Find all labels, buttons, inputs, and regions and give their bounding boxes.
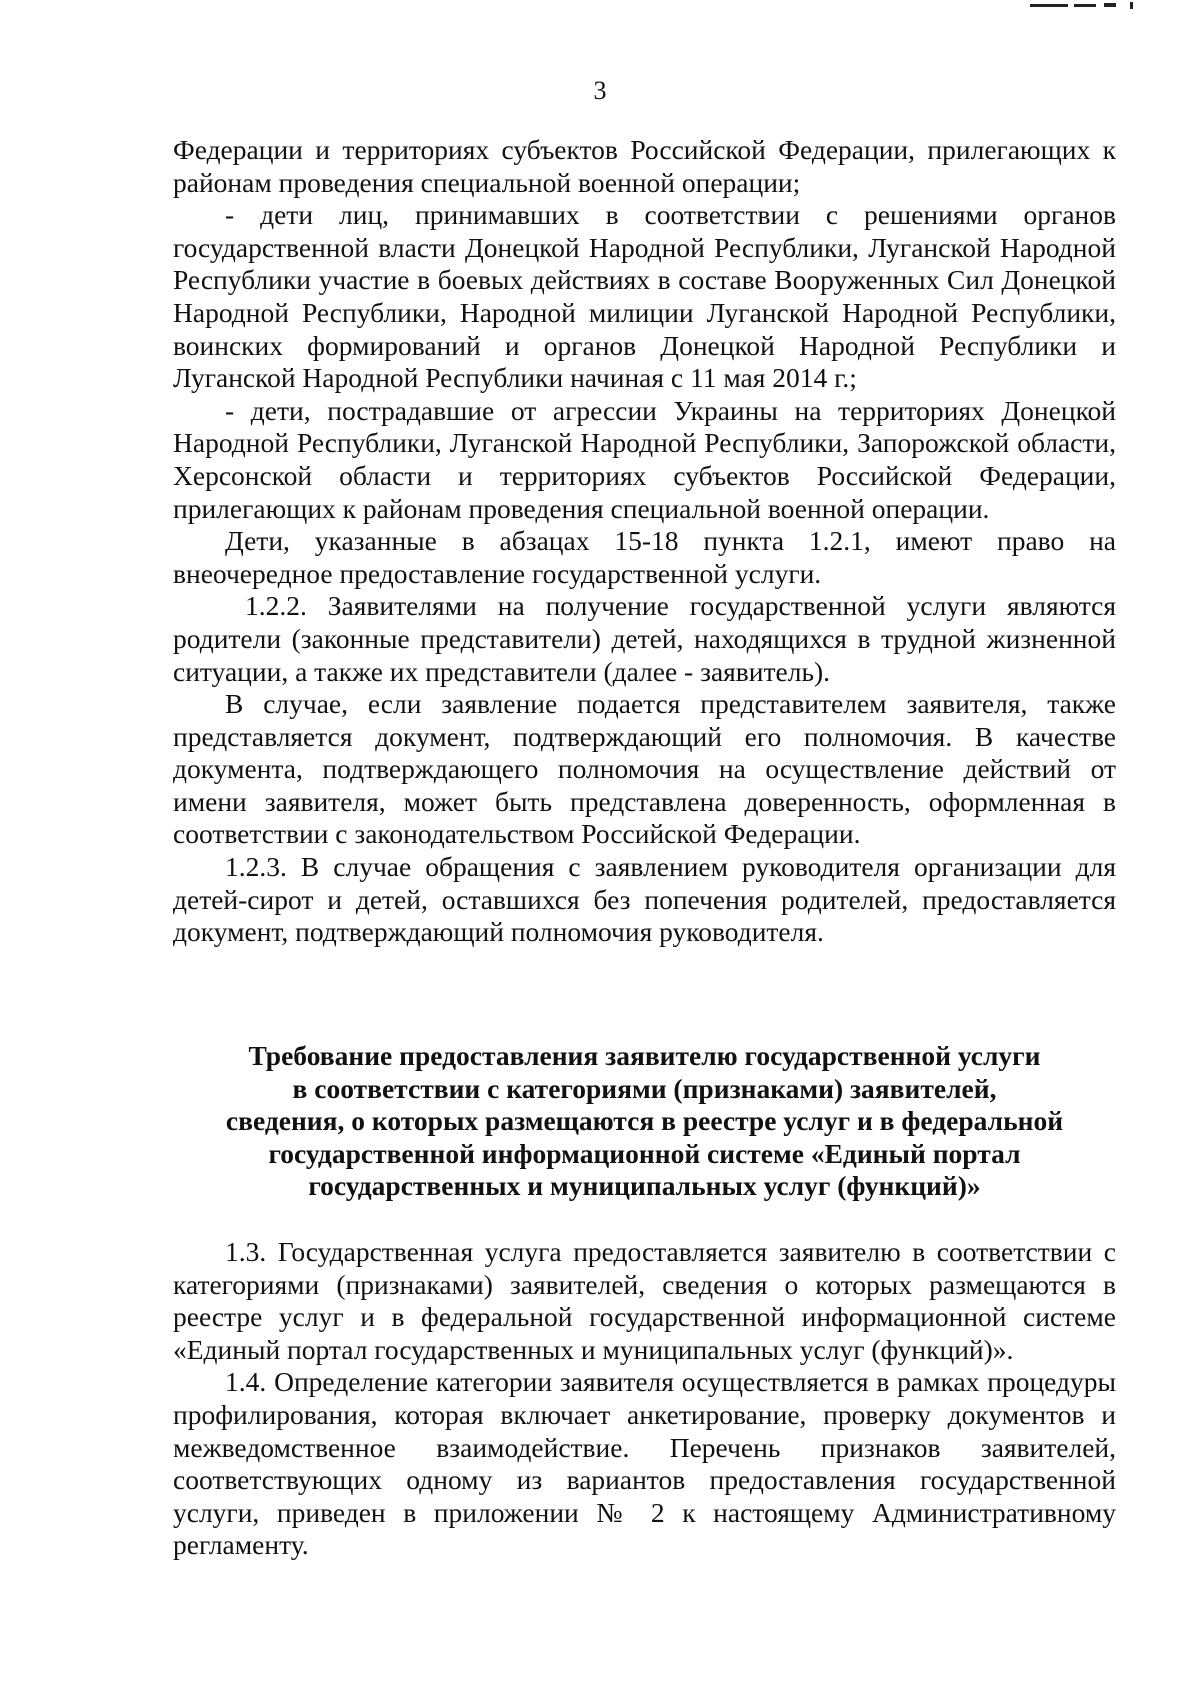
paragraph-clause-1-2-2: 1.2.2. Заявителями на получение государственной услуги являются родители (законные представители) детей, находящихся в трудной жизненной ситуации, а также их представители (далее - заявитель). [173, 590, 1116, 687]
section-text [173, 1236, 1116, 1562]
page-number: 3 [593, 76, 607, 105]
paragraph-continuation: Федерации и территориях субъектов Российской Федерации, прилегающих к районам проведения специальной военной операции; [173, 134, 1116, 198]
section-heading [173, 1040, 1116, 1203]
paragraph-list-item: - дети лиц, принимавших в соответствии с решениями органов государственной власти Донецкой Народной Республики, Луганской Народной Республики участие в боевых действиях в составе Вооруженных Сил Донецкой Народной Республики, Народной милиции Луганской Народной Республики, воинских формирований и органов Донецкой Народной Республики и Луганской Народной Республики начиная с 11 мая 2014 г.; [173, 199, 1116, 394]
paragraph-clause-1-4: 1.4. Определение категории заявителя осуществляется в рамках процедуры профилирования, которая включает анкетирование, проверку документов и межведомственное взаимодействие. Перечень признаков заявителей, соответствующих одному из вариантов предоставления государственной услуги, приведен в приложении № 2 к настоящему Административному регламенту. [173, 1366, 1116, 1561]
paragraph-clause-1-2-3: 1.2.3. В случае обращения с заявлением руководителя организации для детей-сирот и детей, оставшихся без попечения родителей, предоставляется документ, подтверждающий полномочия руководителя. [173, 851, 1116, 948]
paragraph: В случае, если заявление подается представителем заявителя, также представляется документ, подтверждающий его полномочия. В качестве документа, подтверждающего полномочия на осуществление действий от имени заявителя, может быть представлена доверенность, оформленная в соответствии с законодательством Российской Федерации. [173, 688, 1116, 850]
heading-line: сведения, о которых размещаются в реестре услуг и в федеральной [225, 1105, 1064, 1137]
heading-line: государственных и муниципальных услуг (функций)» [308, 1170, 981, 1202]
scan-artifact-marks [1030, 2, 1140, 10]
heading-line: государственной информационной системе «Единый портал [268, 1137, 1021, 1169]
paragraph-list-item: - дети, пострадавшие от агрессии Украины на территориях Донецкой Народной Республики, Луганской Народной Республики, Запорожской области, Херсонской области и территориях субъектов Российской Федерации, прилегающих к районам проведения специальной военной операции. [173, 394, 1116, 524]
heading-line: Требование предоставления заявителю государственной услуги [248, 1040, 1041, 1071]
body-text [173, 134, 1116, 949]
paragraph: Дети, указанные в абзацах 15-18 пункта 1.2.1, имеют право на внеочередное предоставление государственной услуги. [173, 525, 1116, 589]
heading-line: в соответствии с категориями (признаками) заявителей, [292, 1072, 997, 1104]
paragraph-clause-1-3: 1.3. Государственная услуга предоставляется заявителю в соответствии с категориями (признаками) заявителей, сведения о которых размещаются в реестре услуг и в федеральной государственной информационной системе «Единый портал государственных и муниципальных услуг (функций)». [173, 1236, 1116, 1365]
